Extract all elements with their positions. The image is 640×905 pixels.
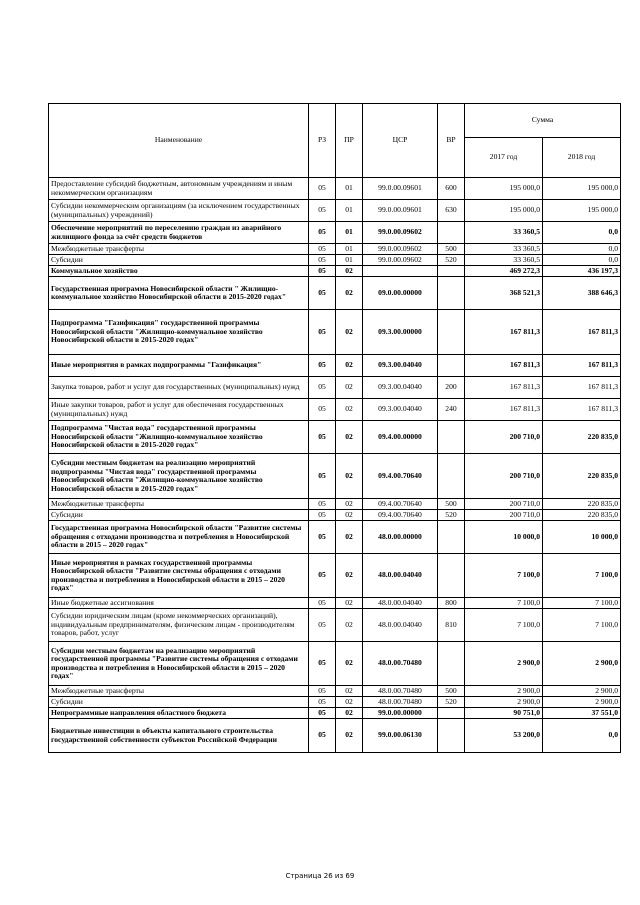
row-csr-cell: 99.0.00.09602 bbox=[363, 255, 438, 266]
row-csr-cell: 09.0.00.00000 bbox=[363, 277, 438, 310]
row-pr-cell: 02 bbox=[336, 454, 363, 499]
row-rz-cell: 05 bbox=[309, 510, 336, 521]
header-year-2017: 2017 год bbox=[465, 138, 543, 178]
table-row bbox=[49, 178, 621, 200]
header-sum: Сумма bbox=[465, 104, 621, 138]
row-pr-cell: 02 bbox=[336, 510, 363, 521]
row-rz-cell: 05 bbox=[309, 399, 336, 421]
row-2017-cell: 7 100,0 bbox=[465, 554, 543, 598]
row-csr-cell: 48.0.00.04040 bbox=[363, 554, 438, 598]
table-row bbox=[49, 609, 621, 642]
table-row bbox=[49, 454, 621, 499]
row-csr-cell: 09.3.00.04040 bbox=[363, 377, 438, 399]
row-csr-cell: 09.3.00.00000 bbox=[363, 310, 438, 355]
row-rz-cell: 05 bbox=[309, 454, 336, 499]
table-row bbox=[49, 255, 621, 266]
header-name: Наименование bbox=[49, 104, 309, 178]
row-name-cell: Субсидии местным бюджетам на реализацию мероприятий подпрограммы "Чистая вода" государственной программы Новосибирской области "Жилищно-коммунальное хозяйство Новосибирской области в 2015-2020 годах" bbox=[49, 454, 309, 499]
row-2017-cell: 200 710,0 bbox=[465, 454, 543, 499]
row-pr-cell: 02 bbox=[336, 642, 363, 686]
row-2018-cell: 0,0 bbox=[543, 719, 621, 753]
table-row bbox=[49, 708, 621, 719]
row-rz-cell: 05 bbox=[309, 178, 336, 200]
row-name-cell: Межбюджетные трансферты bbox=[49, 686, 309, 697]
row-csr-cell: 48.0.00.70480 bbox=[363, 642, 438, 686]
row-name-cell: Государственная программа Новосибирской области " Жилищно-коммунальное хозяйство Новосибирской области в 2015-2020 годах" bbox=[49, 277, 309, 310]
row-rz-cell: 05 bbox=[309, 697, 336, 708]
row-pr-cell: 02 bbox=[336, 399, 363, 421]
row-name-cell: Субсидии bbox=[49, 697, 309, 708]
budget-table-container bbox=[48, 103, 620, 753]
row-2018-cell: 220 835,0 bbox=[543, 510, 621, 521]
row-2017-cell: 2 900,0 bbox=[465, 686, 543, 697]
table-row bbox=[49, 244, 621, 255]
header-vr: ВР bbox=[438, 104, 465, 178]
row-rz-cell: 05 bbox=[309, 310, 336, 355]
row-2018-cell: 2 900,0 bbox=[543, 686, 621, 697]
row-2018-cell: 167 811,3 bbox=[543, 310, 621, 355]
row-rz-cell: 05 bbox=[309, 708, 336, 719]
row-vr-cell: 520 bbox=[438, 697, 465, 708]
row-csr-cell: 09.3.00.04040 bbox=[363, 355, 438, 377]
row-name-cell: Субсидии bbox=[49, 510, 309, 521]
table-row bbox=[49, 377, 621, 399]
table-row bbox=[49, 642, 621, 686]
row-pr-cell: 02 bbox=[336, 609, 363, 642]
row-2018-cell: 167 811,3 bbox=[543, 355, 621, 377]
row-vr-cell: 600 bbox=[438, 178, 465, 200]
table-body bbox=[49, 178, 621, 753]
row-csr-cell: 09.4.00.70640 bbox=[363, 510, 438, 521]
row-csr-cell: 48.0.00.00000 bbox=[363, 521, 438, 554]
row-2017-cell: 33 360,5 bbox=[465, 255, 543, 266]
row-rz-cell: 05 bbox=[309, 421, 336, 454]
row-2017-cell: 90 751,0 bbox=[465, 708, 543, 719]
row-2018-cell: 37 551,0 bbox=[543, 708, 621, 719]
row-pr-cell: 02 bbox=[336, 355, 363, 377]
row-2018-cell: 167 811,3 bbox=[543, 377, 621, 399]
page-number: Страница 26 из 69 bbox=[285, 872, 355, 880]
row-rz-cell: 05 bbox=[309, 521, 336, 554]
row-rz-cell: 05 bbox=[309, 255, 336, 266]
row-2017-cell: 2 900,0 bbox=[465, 642, 543, 686]
row-pr-cell: 01 bbox=[336, 178, 363, 200]
row-csr-cell: 48.0.00.04040 bbox=[363, 598, 438, 609]
row-2018-cell: 10 000,0 bbox=[543, 521, 621, 554]
row-vr-cell: 500 bbox=[438, 686, 465, 697]
row-name-cell: Иные мероприятия в рамках подпрограммы "Газификация" bbox=[49, 355, 309, 377]
row-rz-cell: 05 bbox=[309, 642, 336, 686]
table-row bbox=[49, 277, 621, 310]
table-row bbox=[49, 719, 621, 753]
row-vr-cell bbox=[438, 355, 465, 377]
row-vr-cell bbox=[438, 277, 465, 310]
row-csr-cell: 99.0.00.09601 bbox=[363, 200, 438, 222]
row-name-cell: Иные мероприятия в рамках государственной программы Новосибирской области "Развитие системы обращения с отходами производства и потребления в Новосибирской области в 2015 – 2020 годах" bbox=[49, 554, 309, 598]
row-vr-cell bbox=[438, 708, 465, 719]
row-vr-cell: 630 bbox=[438, 200, 465, 222]
row-name-cell: Подпрограмма "Чистая вода" государственной программы Новосибирской области "Жилищно-коммунальное хозяйство Новосибирской области в 2015-2020 годах" bbox=[49, 421, 309, 454]
row-vr-cell bbox=[438, 454, 465, 499]
row-pr-cell: 02 bbox=[336, 697, 363, 708]
row-2017-cell: 200 710,0 bbox=[465, 510, 543, 521]
table-row bbox=[49, 200, 621, 222]
table-row bbox=[49, 310, 621, 355]
row-rz-cell: 05 bbox=[309, 200, 336, 222]
row-vr-cell: 520 bbox=[438, 255, 465, 266]
row-2018-cell: 388 646,3 bbox=[543, 277, 621, 310]
row-pr-cell: 02 bbox=[336, 719, 363, 753]
row-name-cell: Иные бюджетные ассигнования bbox=[49, 598, 309, 609]
row-vr-cell: 500 bbox=[438, 244, 465, 255]
row-2017-cell: 195 000,0 bbox=[465, 178, 543, 200]
row-2018-cell: 0,0 bbox=[543, 255, 621, 266]
row-rz-cell: 05 bbox=[309, 598, 336, 609]
row-2018-cell: 220 835,0 bbox=[543, 421, 621, 454]
table-row bbox=[49, 697, 621, 708]
row-vr-cell bbox=[438, 554, 465, 598]
row-csr-cell: 48.0.00.04040 bbox=[363, 609, 438, 642]
table-row bbox=[49, 521, 621, 554]
row-2018-cell: 7 100,0 bbox=[543, 609, 621, 642]
table-row bbox=[49, 554, 621, 598]
row-2017-cell: 200 710,0 bbox=[465, 421, 543, 454]
row-2018-cell: 220 835,0 bbox=[543, 454, 621, 499]
row-name-cell: Субсидии bbox=[49, 255, 309, 266]
row-rz-cell: 05 bbox=[309, 355, 336, 377]
row-pr-cell: 01 bbox=[336, 222, 363, 244]
row-2017-cell: 167 811,3 bbox=[465, 310, 543, 355]
row-name-cell: Коммунальное хозяйство bbox=[49, 266, 309, 277]
row-name-cell: Субсидии местным бюджетам на реализацию мероприятий государственной программы "Развитие системы обращения с отходами производства и потребления в Новосибирской области в 2015 – 2020 годах" bbox=[49, 642, 309, 686]
table-row bbox=[49, 222, 621, 244]
row-name-cell: Подпрограмма "Газификация" государственной программы Новосибирской области "Жилищно-коммунальное хозяйство Новосибирской области в 2015-2020 годах" bbox=[49, 310, 309, 355]
row-vr-cell bbox=[438, 266, 465, 277]
row-csr-cell: 09.4.00.70640 bbox=[363, 499, 438, 510]
row-rz-cell: 05 bbox=[309, 499, 336, 510]
row-vr-cell: 500 bbox=[438, 499, 465, 510]
header-year-2018: 2018 год bbox=[543, 138, 621, 178]
table-row bbox=[49, 510, 621, 521]
row-2018-cell: 0,0 bbox=[543, 222, 621, 244]
row-pr-cell: 01 bbox=[336, 255, 363, 266]
row-vr-cell bbox=[438, 719, 465, 753]
row-pr-cell: 02 bbox=[336, 554, 363, 598]
row-rz-cell: 05 bbox=[309, 244, 336, 255]
row-2018-cell: 2 900,0 bbox=[543, 642, 621, 686]
table-row bbox=[49, 355, 621, 377]
row-2017-cell: 33 360,5 bbox=[465, 222, 543, 244]
row-name-cell: Обеспечение мероприятий по переселению граждан из аварийного жилищного фонда за счёт средств бюджетов bbox=[49, 222, 309, 244]
row-pr-cell: 02 bbox=[336, 708, 363, 719]
row-name-cell: Закупка товаров, работ и услуг для государственных (муниципальных) нужд bbox=[49, 377, 309, 399]
row-rz-cell: 05 bbox=[309, 554, 336, 598]
row-csr-cell: 99.0.00.09602 bbox=[363, 244, 438, 255]
row-rz-cell: 05 bbox=[309, 266, 336, 277]
row-2017-cell: 33 360,5 bbox=[465, 244, 543, 255]
row-vr-cell: 800 bbox=[438, 598, 465, 609]
row-csr-cell: 09.4.00.00000 bbox=[363, 421, 438, 454]
row-csr-cell: 99.0.00.09601 bbox=[363, 178, 438, 200]
row-2017-cell: 200 710,0 bbox=[465, 499, 543, 510]
table-row bbox=[49, 686, 621, 697]
budget-table bbox=[48, 103, 621, 753]
header-csr: ЦСР bbox=[363, 104, 438, 178]
row-2017-cell: 7 100,0 bbox=[465, 609, 543, 642]
row-pr-cell: 02 bbox=[336, 686, 363, 697]
table-row bbox=[49, 499, 621, 510]
row-name-cell: Иные закупки товаров, работ и услуг для обеспечения государственных (муниципальных) нужд bbox=[49, 399, 309, 421]
table-row bbox=[49, 598, 621, 609]
row-name-cell: Непрограммные направления областного бюджета bbox=[49, 708, 309, 719]
row-2017-cell: 167 811,3 bbox=[465, 377, 543, 399]
row-2018-cell: 436 197,3 bbox=[543, 266, 621, 277]
row-2017-cell: 167 811,3 bbox=[465, 355, 543, 377]
row-pr-cell: 02 bbox=[336, 377, 363, 399]
row-csr-cell: 48.0.00.70480 bbox=[363, 697, 438, 708]
header-rz: РЗ bbox=[309, 104, 336, 178]
row-name-cell: Предоставление субсидий бюджетным, автономным учреждениям и иным некоммерческим организациям bbox=[49, 178, 309, 200]
row-pr-cell: 01 bbox=[336, 200, 363, 222]
row-vr-cell bbox=[438, 642, 465, 686]
row-name-cell: Государственная программа Новосибирской области "Развитие системы обращения с отходами производства и потребления в Новосибирской области в 2015 – 2020 годах" bbox=[49, 521, 309, 554]
row-2017-cell: 368 521,3 bbox=[465, 277, 543, 310]
row-vr-cell: 520 bbox=[438, 510, 465, 521]
row-rz-cell: 05 bbox=[309, 686, 336, 697]
header-pr: ПР bbox=[336, 104, 363, 178]
row-rz-cell: 05 bbox=[309, 222, 336, 244]
row-csr-cell: 48.0.00.70480 bbox=[363, 686, 438, 697]
row-2017-cell: 7 100,0 bbox=[465, 598, 543, 609]
row-pr-cell: 02 bbox=[336, 421, 363, 454]
row-name-cell: Межбюджетные трансферты bbox=[49, 499, 309, 510]
row-name-cell: Субсидии юридическим лицам (кроме некоммерческих организаций), индивидуальным предпринимателям, физическим лицам - производителям товаров, работ, услуг bbox=[49, 609, 309, 642]
row-csr-cell bbox=[363, 266, 438, 277]
row-vr-cell bbox=[438, 421, 465, 454]
row-pr-cell: 02 bbox=[336, 499, 363, 510]
row-csr-cell: 99.0.00.09602 bbox=[363, 222, 438, 244]
table-row bbox=[49, 266, 621, 277]
table-row bbox=[49, 421, 621, 454]
row-rz-cell: 05 bbox=[309, 609, 336, 642]
row-pr-cell: 02 bbox=[336, 277, 363, 310]
row-name-cell: Межбюджетные трансферты bbox=[49, 244, 309, 255]
row-name-cell: Бюджетные инвестиции в объекты капитального строительства государственной собственности субъектов Российской Федерации bbox=[49, 719, 309, 753]
row-vr-cell bbox=[438, 222, 465, 244]
row-csr-cell: 99.0.00.00000 bbox=[363, 708, 438, 719]
row-2017-cell: 195 000,0 bbox=[465, 200, 543, 222]
row-2017-cell: 469 272,3 bbox=[465, 266, 543, 277]
row-2018-cell: 2 900,0 bbox=[543, 697, 621, 708]
row-pr-cell: 02 bbox=[336, 310, 363, 355]
row-2018-cell: 195 000,0 bbox=[543, 178, 621, 200]
table-row bbox=[49, 399, 621, 421]
row-2017-cell: 10 000,0 bbox=[465, 521, 543, 554]
row-pr-cell: 02 bbox=[336, 521, 363, 554]
row-pr-cell: 02 bbox=[336, 266, 363, 277]
row-2018-cell: 195 000,0 bbox=[543, 200, 621, 222]
row-name-cell: Субсидии некоммерческим организациям (за исключением государственных (муниципальных) учреждений) bbox=[49, 200, 309, 222]
row-rz-cell: 05 bbox=[309, 377, 336, 399]
row-2018-cell: 220 835,0 bbox=[543, 499, 621, 510]
row-rz-cell: 05 bbox=[309, 277, 336, 310]
row-pr-cell: 02 bbox=[336, 598, 363, 609]
row-2018-cell: 0,0 bbox=[543, 244, 621, 255]
row-rz-cell: 05 bbox=[309, 719, 336, 753]
row-pr-cell: 01 bbox=[336, 244, 363, 255]
row-vr-cell bbox=[438, 310, 465, 355]
row-2018-cell: 167 811,3 bbox=[543, 399, 621, 421]
row-2018-cell: 7 100,0 bbox=[543, 554, 621, 598]
row-2018-cell: 7 100,0 bbox=[543, 598, 621, 609]
row-csr-cell: 99.0.00.06130 bbox=[363, 719, 438, 753]
row-2017-cell: 2 900,0 bbox=[465, 697, 543, 708]
row-vr-cell: 200 bbox=[438, 377, 465, 399]
row-vr-cell bbox=[438, 521, 465, 554]
row-vr-cell: 810 bbox=[438, 609, 465, 642]
row-2017-cell: 53 200,0 bbox=[465, 719, 543, 753]
row-2017-cell: 167 811,3 bbox=[465, 399, 543, 421]
row-csr-cell: 09.4.00.70640 bbox=[363, 454, 438, 499]
row-csr-cell: 09.3.00.04040 bbox=[363, 399, 438, 421]
row-vr-cell: 240 bbox=[438, 399, 465, 421]
